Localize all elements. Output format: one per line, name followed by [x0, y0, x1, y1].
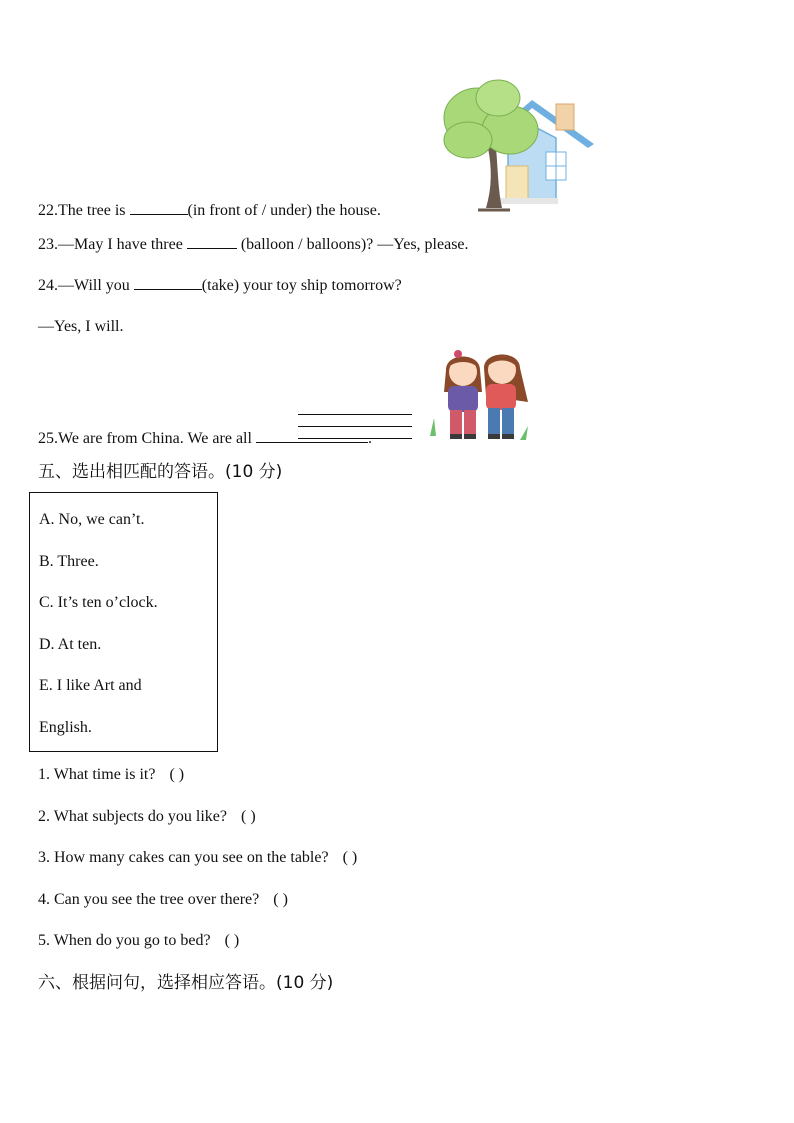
question-text: —Will you: [58, 277, 134, 294]
question-text: 3. How many cakes can you see on the table?: [38, 849, 329, 866]
option-b: B. Three.: [39, 553, 99, 570]
option-a: A. No, we can’t.: [39, 511, 145, 528]
answer-paren[interactable]: ( ): [241, 808, 256, 825]
options-box: [29, 492, 218, 752]
section-6-title: 六、根据问句，选择相应答语。(10 分): [38, 973, 334, 993]
option-e-continued: English.: [39, 719, 92, 736]
question-text: 5. When do you go to bed?: [38, 932, 211, 949]
answer-line[interactable]: [298, 403, 412, 415]
match-question-5: [38, 931, 239, 951]
match-question-1: [38, 765, 184, 785]
match-question-2: [38, 807, 256, 827]
section-5-title: 五、选出相匹配的答语。(10 分): [38, 462, 283, 482]
question-24-reply: —Yes, I will.: [38, 318, 124, 335]
answer-paren[interactable]: ( ): [169, 766, 185, 783]
tree-house-illustration: [438, 78, 598, 214]
question-number: 22.: [38, 202, 58, 219]
question-text: —May I have three: [58, 236, 187, 253]
question-text: We are from China. We are all: [58, 430, 256, 447]
question-number: 23.: [38, 236, 58, 253]
answer-blank[interactable]: [187, 234, 237, 249]
answer-blank[interactable]: [130, 200, 188, 215]
question-number: 25.: [38, 430, 58, 447]
two-girls-illustration: [424, 348, 536, 446]
answer-paren[interactable]: ( ): [224, 932, 240, 949]
question-22: [38, 200, 381, 221]
option-d: D. At ten.: [39, 636, 102, 653]
question-24: [38, 275, 402, 296]
match-question-4: [38, 890, 288, 910]
question-text: (take) your toy ship tomorrow?: [201, 277, 402, 294]
question-25: [38, 428, 372, 449]
answer-line[interactable]: [298, 415, 412, 427]
option-c: C. It’s ten o’clock.: [39, 594, 158, 611]
answer-paren[interactable]: ( ): [342, 849, 358, 866]
question-text: 4. Can you see the tree over there?: [38, 891, 260, 908]
answer-blank[interactable]: [256, 428, 368, 443]
question-text: .: [367, 430, 372, 447]
question-text: (balloon / balloons)? —Yes, please.: [236, 236, 469, 253]
answer-blank[interactable]: [134, 275, 202, 290]
answer-paren[interactable]: ( ): [273, 891, 288, 908]
question-text: (in front of / under) the house.: [187, 202, 381, 219]
question-text: 2. What subjects do you like?: [38, 808, 227, 825]
match-question-3: [38, 848, 357, 868]
question-text: The tree is: [58, 202, 130, 219]
option-e: E. I like Art and: [39, 677, 142, 694]
question-number: 24.: [38, 277, 58, 294]
question-23: [38, 234, 469, 255]
question-text: 1. What time is it?: [38, 766, 156, 783]
